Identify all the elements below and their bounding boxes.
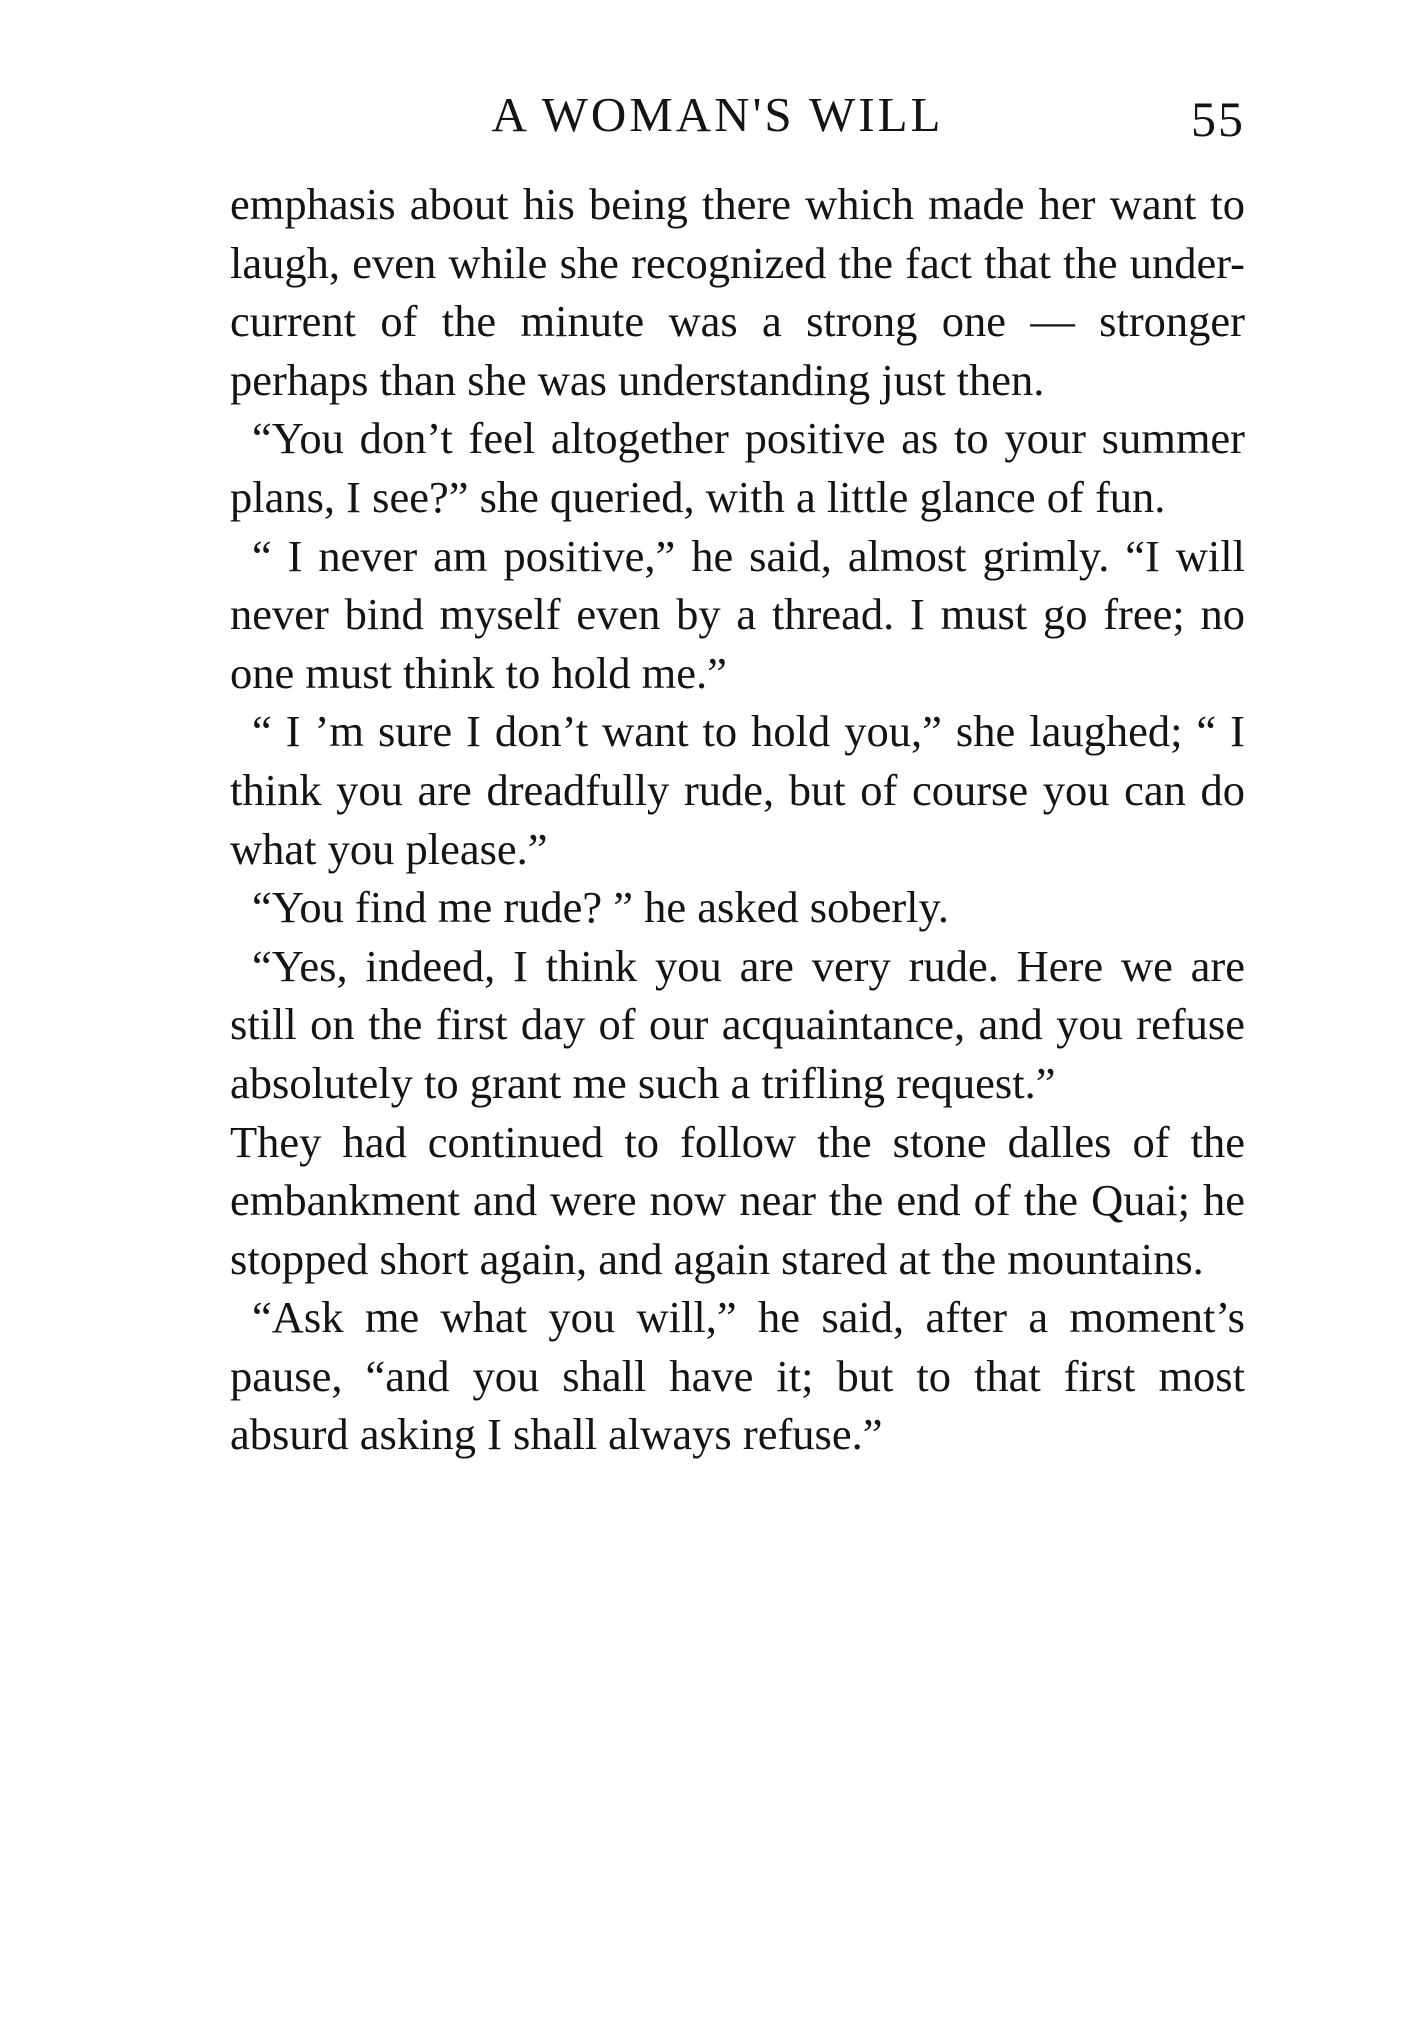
paragraph: “Yes, indeed, I think you are very rude. Here we are still on the first day of our acquaintance, and you refuse absolutely to grant me such a trifling request.” (230, 940, 1245, 1108)
paragraph: “You don’t feel altogether positive as to your summer plans, I see?” she queried, with a little glance of fun. (230, 413, 1245, 522)
page-number: 55 (1191, 91, 1245, 147)
paragraph: “You find me rude? ” he asked soberly. (252, 882, 949, 933)
paragraph: They had continued to follow the stone dalles of the embankment and were now near the end of the Quai; he stopped short again, and again stared at the mountains. (230, 1116, 1245, 1284)
paragraph: emphasis about his being there which made her want to laugh, even while she recognized the fact that the under-current of the minute was a strong one — stronger perhaps than she was understanding just then. (230, 179, 1245, 405)
body-text (230, 175, 1245, 1464)
paragraph: “ I ’m sure I don’t want to hold you,” she laughed; “ I think you are dreadfully rude, but of course you can do what you please.” (230, 706, 1245, 874)
paragraph: “Ask me what you will,” he said, after a moment’s pause, “and you shall have it; but to that first most absurd asking I shall always refuse.” (230, 1292, 1245, 1460)
running-title: A WOMAN'S WILL (491, 87, 944, 142)
running-head (230, 80, 1245, 150)
paragraph: “ I never am positive,” he said, almost grimly. “I will never bind myself even by a thread. I must go free; no one must think to hold me.” (230, 530, 1245, 698)
